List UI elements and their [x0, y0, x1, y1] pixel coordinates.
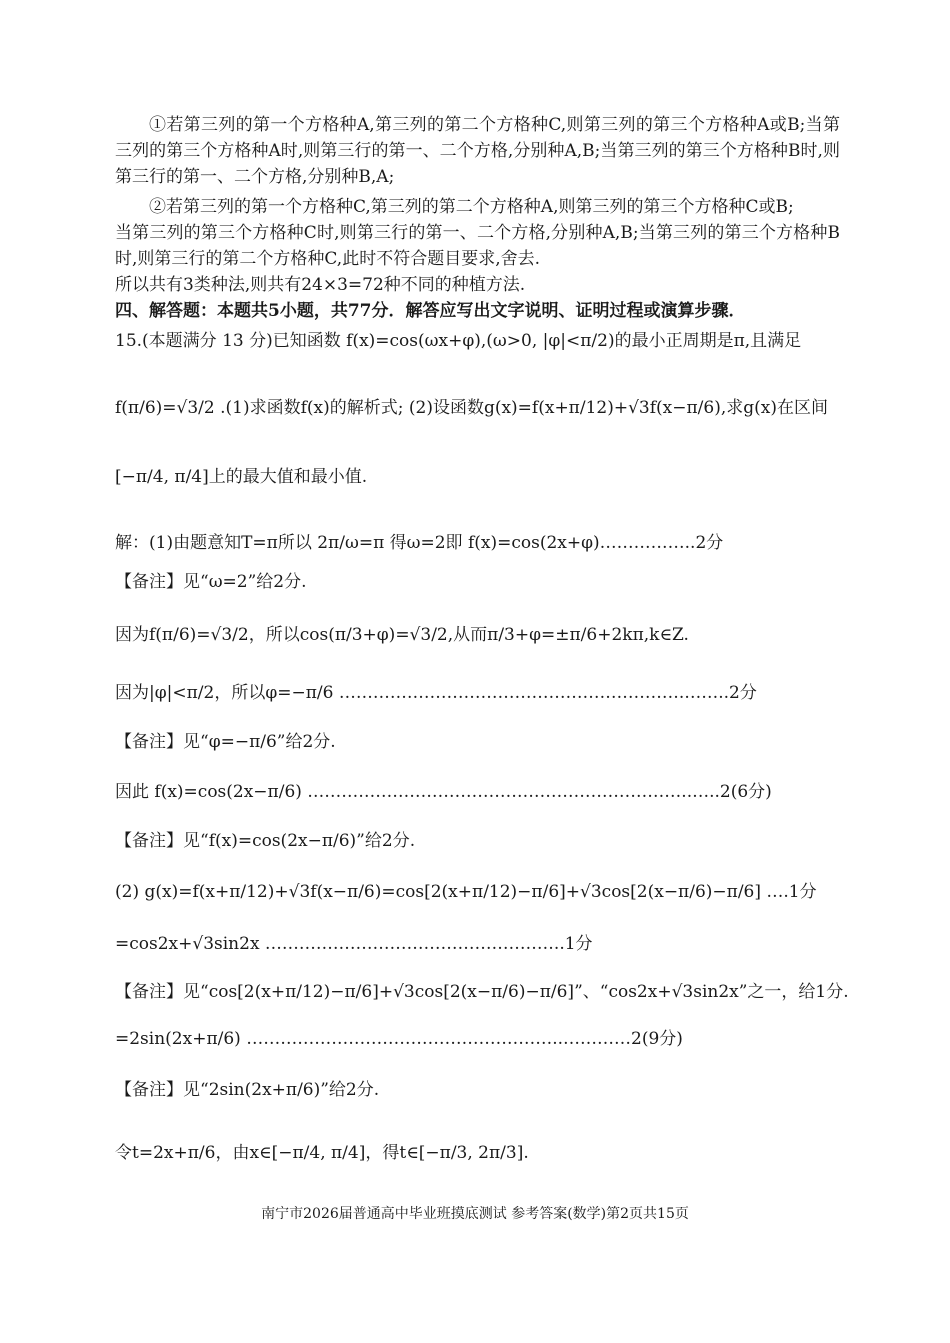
- solution-line-2: 因为f(π/6)=√3/2，所以cos(π/3+φ)=√3/2,从而π/3+φ=±π/6+2kπ,k∈Z.: [115, 625, 689, 645]
- q15-line3: [−π/4, π/4]上的最大值和最小值.: [115, 467, 368, 487]
- solution-line-6: =cos2x+√3sin2x ……………………………………………..1分: [115, 934, 593, 954]
- solution-line-1: 解：(1)由题意知T=π所以 2π/ω=π 得ω=2即 f(x)=cos(2x+φ)……………..2分: [115, 533, 724, 553]
- case1-text: ①若第三列的第一个方格种A,第三列的第二个方格种C,则第三列的第三个方格种A或B;当第三列的第三个方格种A时,则第三行的第一、二个方格,分别种A,B;当第三列的第三个方格种B时,则第三行的第一、二个方格,分别种B,A;: [115, 115, 841, 187]
- solution-line-8: 令t=2x+π/6，由x∈[−π/4, π/4]，得t∈[−π/3, 2π/3].: [115, 1143, 529, 1163]
- q15-intro: 15.(本题满分 13 分)已知函数 f(x)=cos(ωx+φ),(ω>0, |φ|<π/2)的最小正周期是π,且满足: [115, 331, 802, 351]
- total-line: 所以共有3类种法,则共有24×3=72种不同的种植方法.: [115, 275, 526, 295]
- q15-line2: f(π/6)=√3/2 .(1)求函数f(x)的解析式; (2)设函数g(x)=f(x+π/12)+√3f(x−π/6),求g(x)在区间: [115, 398, 828, 418]
- case2-text: ②若第三列的第一个方格种C,第三列的第二个方格种A,则第三列的第三个方格种C或B;: [149, 197, 794, 217]
- case2-text-cont: 当第三列的第三个方格种C时,则第三行的第一、二个方格,分别种A,B;当第三列的第三个方格种B时,则第三行的第二个方格种C,此时不符合题目要求,舍去.: [115, 223, 840, 269]
- solution-line-4: 因此 f(x)=cos(2x−π/6) …………………………………………………………..…..2(6分): [115, 782, 772, 802]
- section-heading: 四、解答题：本题共5小题，共77分．解答应写出文字说明、证明过程或演算步骤．: [115, 301, 746, 321]
- solution-line-5: (2) g(x)=f(x+π/12)+√3f(x−π/6)=cos[2(x+π/12)−π/6]+√3cos[2(x−π/6)−π/6] ….1分: [115, 882, 817, 902]
- note-5: 【备注】见“2sin(2x+π/6)”给2分.: [115, 1080, 380, 1100]
- prior-solution: [115, 112, 840, 324]
- note-3: 【备注】见“f(x)=cos(2x−π/6)”给2分.: [115, 831, 416, 851]
- note-2: 【备注】见“φ=−π/6”给2分.: [115, 732, 336, 752]
- solution-line-7: =2sin(2x+π/6) ………………………………………………..…………2(9分): [115, 1029, 683, 1049]
- solution-line-3: 因为|φ|<π/2，所以φ=−π/6 …………………………………………………….……..2分: [115, 683, 757, 703]
- page-footer: 南宁市2026届普通高中毕业班摸底测试 参考答案(数学)第2页共15页: [261, 1206, 689, 1222]
- note-1: 【备注】见“ω=2”给2分.: [115, 572, 307, 592]
- note-4: 【备注】见“cos[2(x+π/12)−π/6]+√3cos[2(x−π/6)−π/6]”、“cos2x+√3sin2x”之一，给1分.: [115, 982, 849, 1002]
